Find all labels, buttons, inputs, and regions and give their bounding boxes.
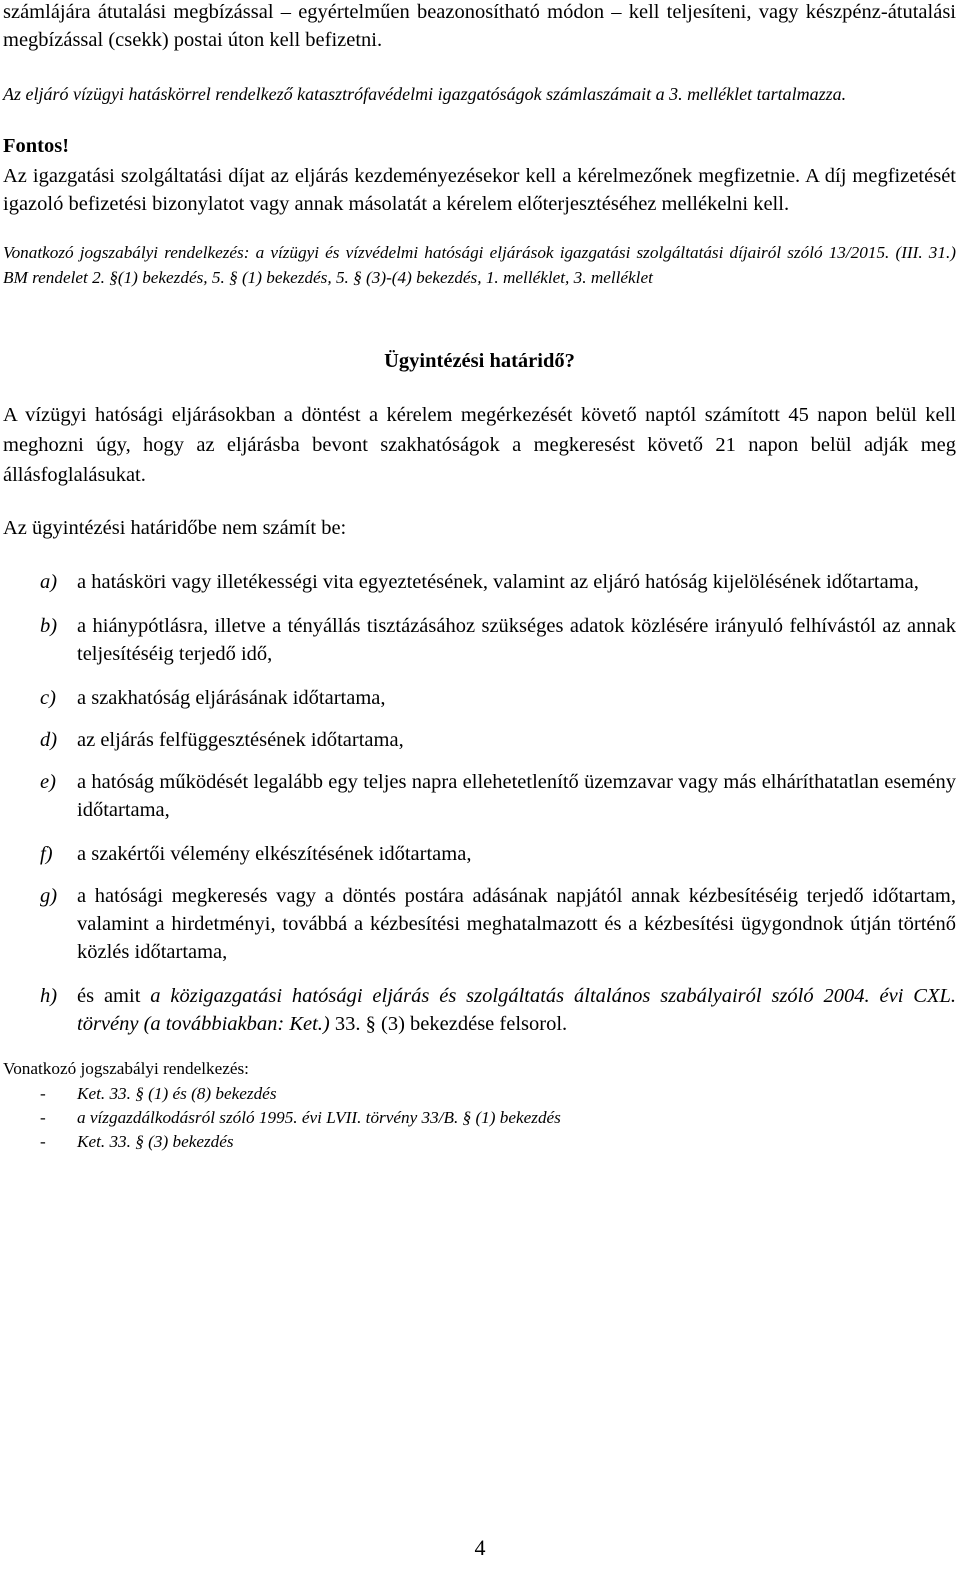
legal-reference-item bbox=[3, 1130, 956, 1154]
legal-reference-list bbox=[3, 1082, 956, 1154]
list-item-text bbox=[77, 982, 956, 1038]
paragraph-payment-transfer: számlájára átutalási megbízással – egyértelműen beazonosítható módon – kell teljesíteni, vagy készpénz-átutalási megbízással (csekk) postai úton kell befizetni. bbox=[3, 1, 956, 51]
dash-marker: - bbox=[40, 1108, 46, 1127]
list-item bbox=[3, 840, 956, 868]
list-marker: d) bbox=[40, 729, 58, 751]
page-number: 4 bbox=[474, 1535, 486, 1560]
section-heading-deadline: Ügyintézési határidő? bbox=[384, 350, 575, 372]
legal-reference-item bbox=[3, 1106, 956, 1130]
paragraph-fee-payment: Az igazgatási szolgáltatási díjat az eljárás kezdeményezésekor kell a kérelmezőnek megfizetnie. A díj megfizetését igazoló befizetési bizonylatot vagy annak másolatát a kérelem előterjesztéséhez mellékelni kell. bbox=[3, 165, 956, 215]
list-marker: c) bbox=[40, 687, 56, 709]
list-item-text: a hatósági megkeresés vagy a döntés postára adásának napjától annak kézbesítéséig terjedő időtartam, valamint a hirdetményi, továbbá a kézbesítési meghatalmazott és a kézbesítési ügygondnok útján történő közlés időtartama, bbox=[77, 885, 956, 963]
list-item-text: az eljárás felfüggesztésének időtartama, bbox=[77, 729, 404, 751]
excluded-periods-list bbox=[3, 568, 956, 1038]
legal-reference-item bbox=[3, 1082, 956, 1106]
list-marker: b) bbox=[40, 615, 58, 637]
legal-reference-text: a vízgazdálkodásról szóló 1995. évi LVII. törvény 33/B. § (1) bekezdés bbox=[77, 1108, 561, 1127]
list-item-text-tail: 33. § (3) bekezdése felsorol. bbox=[329, 1013, 568, 1035]
list-item bbox=[3, 726, 956, 754]
dash-marker: - bbox=[40, 1132, 46, 1151]
list-item-text: a szakértői vélemény elkészítésének időtartama, bbox=[77, 843, 472, 865]
list-marker: f) bbox=[40, 843, 53, 865]
legal-reference-text: Ket. 33. § (1) és (8) bekezdés bbox=[77, 1084, 277, 1103]
paragraph-deadline: A vízügyi hatósági eljárásokban a döntést a kérelem megérkezését követő naptól számított 45 napon belül kell meghozni úgy, hogy az eljárásba bevont szakhatóságok a megkeresést követő 21 napon belül adják meg állásfoglalásukat. bbox=[3, 404, 956, 486]
legal-reference-label: Vonatkozó jogszabályi rendelkezés: bbox=[3, 1059, 249, 1078]
list-item bbox=[3, 612, 956, 668]
list-item bbox=[3, 568, 956, 596]
list-item-text: a hatóság működését legalább egy teljes napra ellehetetlenítő üzemzavar vagy más elháríthatatlan esemény időtartama, bbox=[77, 771, 956, 821]
list-item bbox=[3, 768, 956, 824]
list-item-text: a hiánypótlásra, illetve a tényállás tisztázásához szükséges adatok közlésére irányuló felhívástól az annak teljesítéséig terjedő idő, bbox=[77, 615, 956, 665]
document-page bbox=[3, 0, 956, 1154]
list-marker: a) bbox=[40, 571, 58, 593]
legal-reference-fees: Vonatkozó jogszabályi rendelkezés: a vízügyi és vízvédelmi hatósági eljárások igazgatási szolgáltatási díjairól szóló 13/2015. (III. 31.) BM rendelet 2. §(1) bekezdés, 5. § (1) bekezdés, 5. § (3)-(4) bekezdés, 1. melléklet, 3. melléklet bbox=[3, 243, 956, 287]
ket-law-title: a közigazgatási hatósági eljárás és szolgáltatás általános szabályairól szóló 2004. évi CXL. törvény (a továbbiakban: Ket.) bbox=[77, 985, 956, 1035]
paragraph-excluded-periods-intro: Az ügyintézési határidőbe nem számít be: bbox=[3, 517, 347, 539]
list-marker: g) bbox=[40, 885, 58, 907]
list-item bbox=[3, 882, 956, 966]
list-item-text-lead: és amit bbox=[77, 985, 151, 1007]
list-marker: e) bbox=[40, 771, 56, 793]
list-marker: h) bbox=[40, 985, 58, 1007]
legal-reference-text: Ket. 33. § (3) bekezdés bbox=[77, 1132, 234, 1151]
paragraph-account-numbers: Az eljáró vízügyi hatáskörrel rendelkező katasztrófavédelmi igazgatóságok számlaszámait a 3. melléklet tartalmazza. bbox=[3, 84, 847, 104]
list-item bbox=[3, 982, 956, 1038]
dash-marker: - bbox=[40, 1084, 46, 1103]
list-item-text: a szakhatóság eljárásának időtartama, bbox=[77, 687, 386, 709]
list-item bbox=[3, 684, 956, 712]
list-item-text: a hatásköri vagy illetékességi vita egyeztetésének, valamint az eljáró hatóság kijelölésének időtartama, bbox=[77, 571, 919, 593]
fontos-label: Fontos! bbox=[3, 135, 70, 157]
